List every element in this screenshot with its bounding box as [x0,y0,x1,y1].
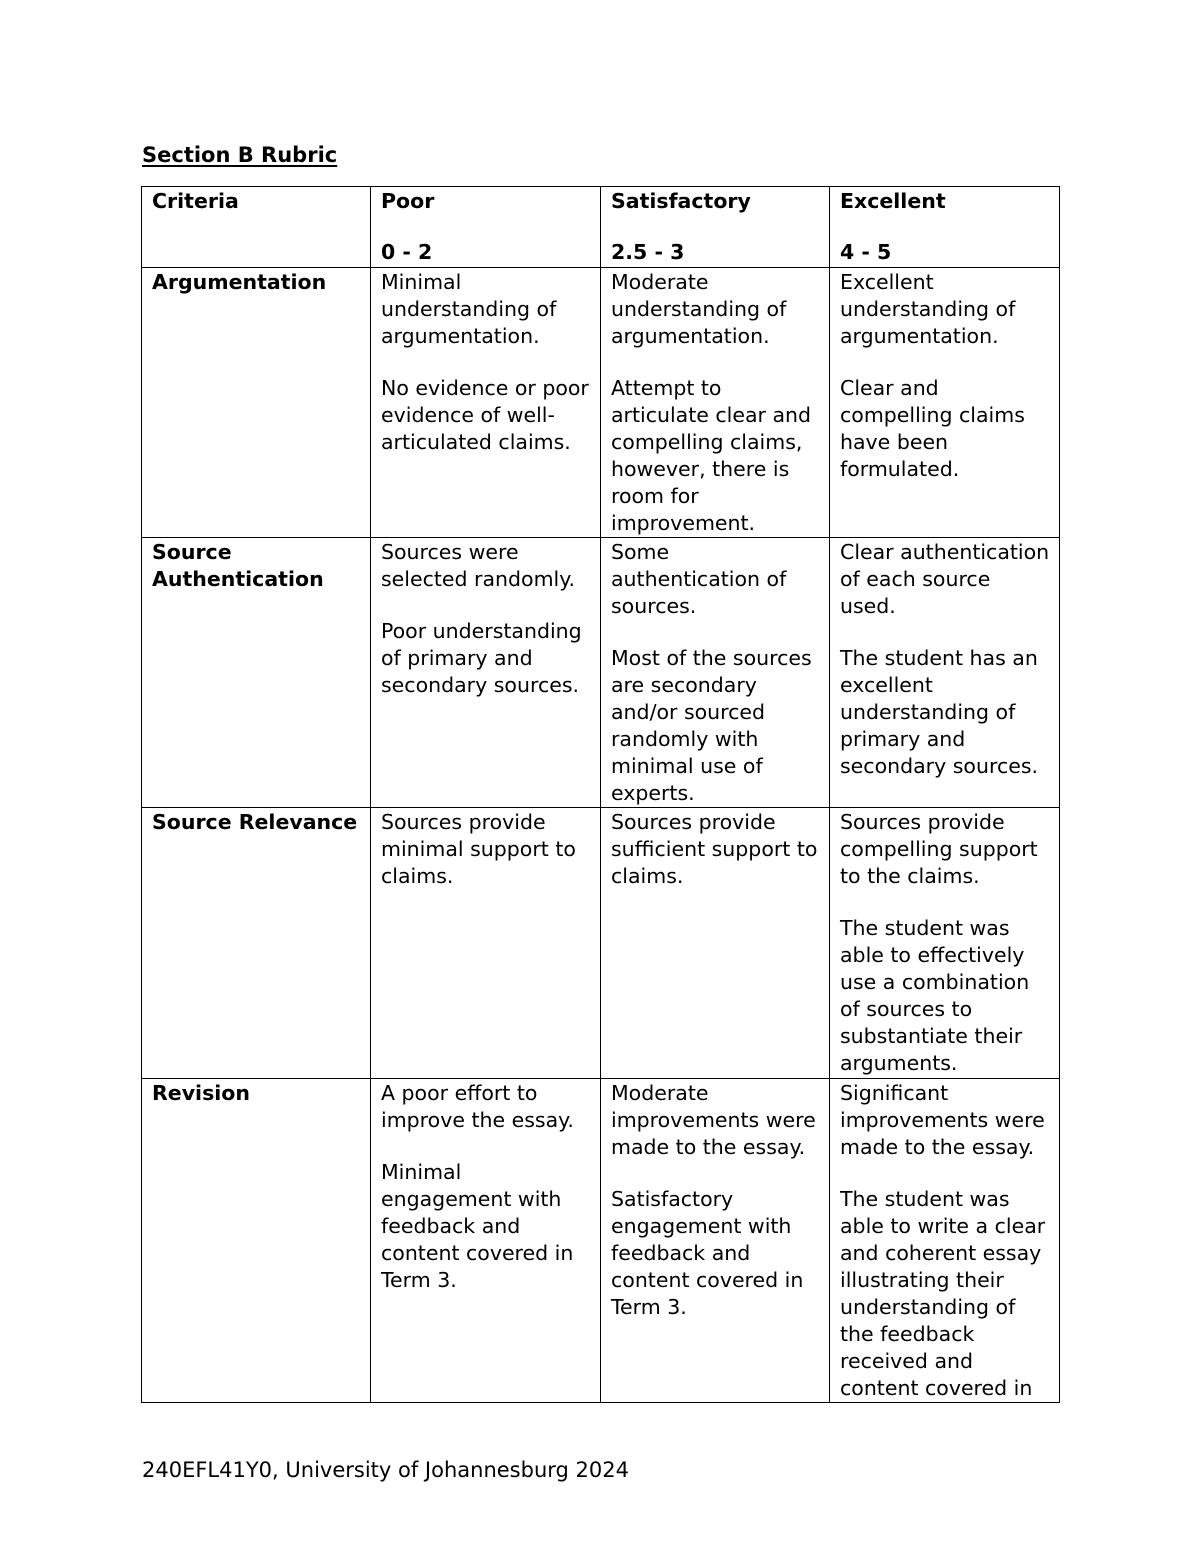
table-row [142,538,1060,808]
criterion-label: Argumentation [152,270,327,294]
criterion-cell [142,268,371,538]
excellent-cell [830,538,1060,808]
descriptor-text: Moderate improvements were made to the essay. [611,1081,816,1159]
header-cell-excellent [830,187,1060,268]
excellent-cell [830,1079,1060,1403]
criterion-label: Source Authentication [152,540,324,591]
criterion-label: Source Relevance [152,810,358,834]
poor-cell [371,808,601,1079]
descriptor-text: A poor effort to improve the essay. [381,1081,574,1132]
descriptor-text: The student has an excellent understanding of primary and secondary sources. [840,646,1039,778]
header-cell-poor [371,187,601,268]
header-cell-criteria [142,187,371,268]
criterion-cell [142,1079,371,1403]
satisfactory-cell [601,808,830,1079]
excellent-cell [830,808,1060,1079]
descriptor-text: Clear authentication of each source used. [840,540,1050,618]
descriptor-text: Minimal understanding of argumentation. [381,270,557,348]
criterion-cell [142,808,371,1079]
header-score-range: 2.5 - 3 [611,240,685,264]
descriptor-text: The student was able to effectively use a combination of sources to substantiate their arguments. [840,916,1030,1075]
descriptor-text: Some authentication of sources. [611,540,787,618]
satisfactory-cell [601,268,830,538]
poor-cell [371,268,601,538]
descriptor-text: No evidence or poor evidence of well-articulated claims. [381,376,589,454]
criterion-cell [142,538,371,808]
descriptor-text: Moderate understanding of argumentation. [611,270,787,348]
header-label: Poor [381,189,435,213]
rubric-header-row [142,187,1060,268]
header-label: Excellent [840,189,946,213]
header-score-range: 4 - 5 [840,240,892,264]
descriptor-text: Sources provide sufficient support to claims. [611,810,818,888]
descriptor-text: Satisfactory engagement with feedback and content covered in Term 3. [611,1187,804,1319]
descriptor-text: Excellent understanding of argumentation. [840,270,1016,348]
descriptor-text: Clear and compelling claims have been formulated. [840,376,1025,481]
page-footer: 240EFL41Y0, University of Johannesburg 2024 [142,1458,629,1482]
satisfactory-cell [601,1079,830,1403]
criterion-label: Revision [152,1081,250,1105]
descriptor-text: Attempt to articulate clear and compelling claims, however, there is room for improvement. [611,376,812,535]
table-row [142,1079,1060,1403]
satisfactory-cell [601,538,830,808]
document-title: Section B Rubric [142,143,338,167]
descriptor-text: The student was able to write a clear and coherent essay illustrating their understanding of the feedback received and content covered in [840,1187,1046,1400]
descriptor-text: Sources were selected randomly. [381,540,575,591]
poor-cell [371,538,601,808]
descriptor-text: Minimal engagement with feedback and content covered in Term 3. [381,1160,574,1292]
descriptor-text: Sources provide minimal support to claims. [381,810,576,888]
descriptor-text: Poor understanding of primary and secondary sources. [381,619,582,697]
header-label: Criteria [152,189,239,213]
descriptor-text: Most of the sources are secondary and/or sourced randomly with minimal use of experts. [611,646,812,805]
excellent-cell [830,268,1060,538]
poor-cell [371,1079,601,1403]
descriptor-text: Significant improvements were made to the essay. [840,1081,1045,1159]
table-row [142,268,1060,538]
descriptor-text: Sources provide compelling support to the claims. [840,810,1038,888]
table-row [142,808,1060,1079]
header-score-range: 0 - 2 [381,240,433,264]
header-cell-satisfactory [601,187,830,268]
header-label: Satisfactory [611,189,751,213]
rubric-table [141,186,1060,1403]
